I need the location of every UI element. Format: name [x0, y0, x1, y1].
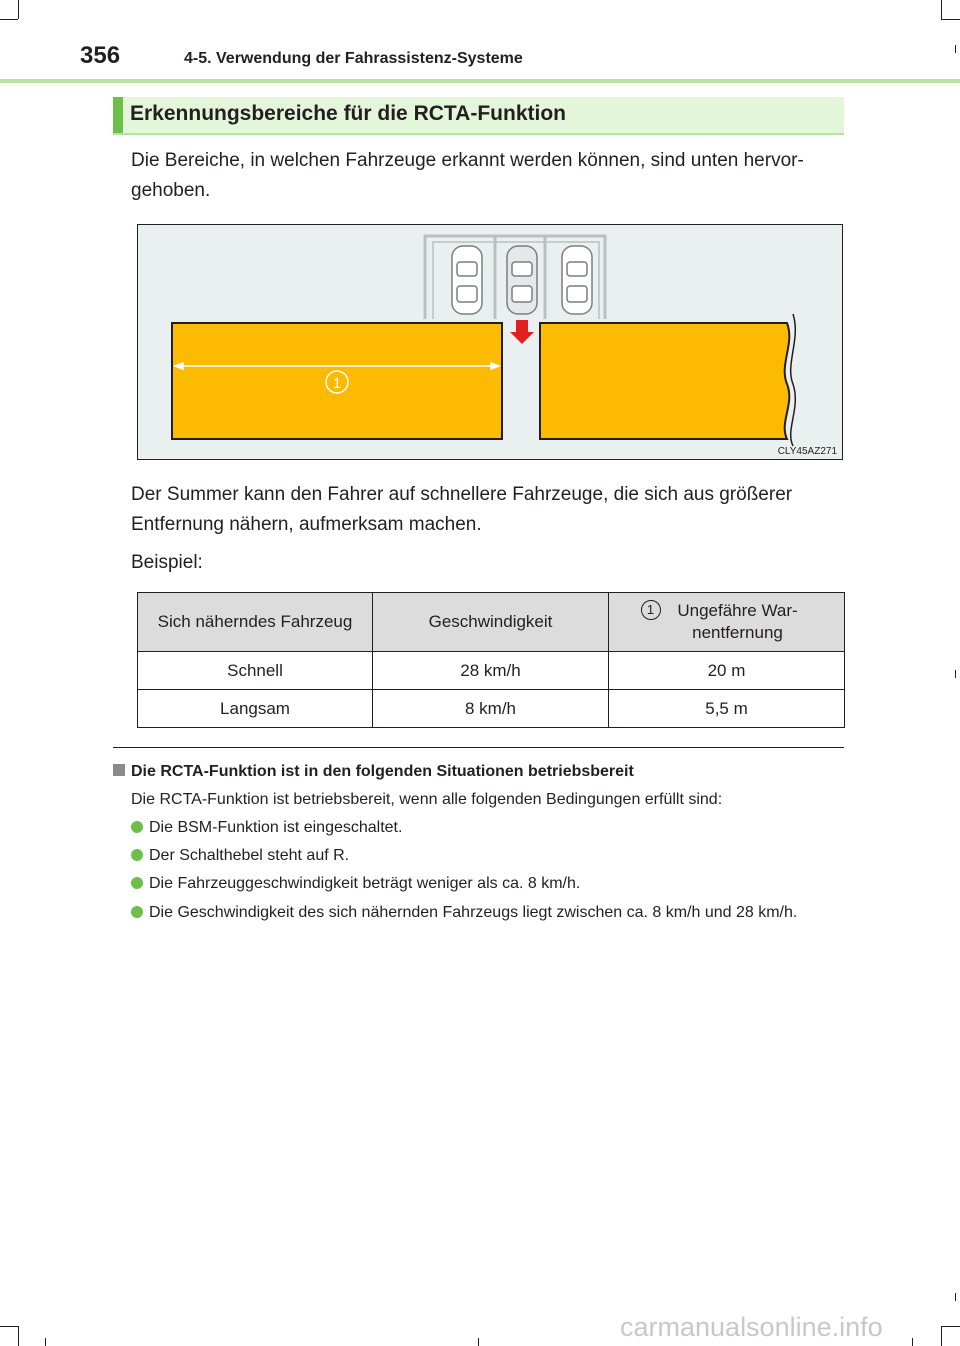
section-title-accent: [113, 97, 123, 133]
cell-distance: 20 m: [609, 652, 845, 690]
crop-mark: [955, 670, 956, 678]
cell-distance: 5,5 m: [609, 690, 845, 728]
list-item: [131, 904, 797, 922]
square-bullet-icon: [113, 764, 125, 776]
crop-mark: [955, 1293, 956, 1301]
crop-mark: [18, 0, 19, 19]
warning-distance-table: [137, 592, 845, 728]
callout-badge: 1: [641, 600, 661, 620]
buzzer-paragraph: Der Summer kann den Fahrer auf schnellere Fahrzeuge, die sich aus größerer Entfernung nähern, aufmerksam machen.: [131, 484, 793, 535]
cell-speed: 8 km/h: [373, 690, 609, 728]
bullet-dot-icon: [131, 877, 143, 889]
crop-mark: [912, 1338, 913, 1346]
table-row: [138, 652, 845, 690]
list-item-text: Die Fahrzeuggeschwindigkeit beträgt weniger als ca. 8 km/h.: [149, 875, 581, 892]
col-header-distance-label: Ungefähre War-nentfernung: [677, 601, 798, 642]
table-row: [138, 690, 845, 728]
parked-car-left: [452, 246, 482, 314]
crop-mark: [941, 1326, 960, 1327]
list-item-text: Der Schalthebel steht auf R.: [149, 847, 350, 864]
section-title-box: [113, 97, 844, 135]
page-number: 356: [80, 42, 121, 69]
list-item-text: Die BSM-Funktion ist eingeschaltet.: [149, 819, 403, 836]
cell-vehicle: Langsam: [138, 690, 373, 728]
crop-mark: [18, 1326, 19, 1346]
bullet-dot-icon: [131, 849, 143, 861]
conditions-heading: [113, 763, 634, 781]
list-item: [131, 847, 349, 865]
example-label: Beispiel:: [131, 552, 203, 573]
detection-area-figure: [137, 224, 843, 460]
col-header-speed: Geschwindigkeit: [373, 593, 609, 652]
crop-mark: [941, 0, 942, 19]
section-divider: [113, 747, 844, 748]
conditions-heading-text: Die RCTA-Funktion ist in den folgenden Situationen betriebsbereit: [131, 763, 634, 780]
figure-code: CLY45AZ271: [777, 446, 837, 457]
running-head: 4-5. Verwendung der Fahrassistenz-Systeme: [184, 50, 523, 67]
section-title: Erkennungsbereiche für die RCTA-Funktion: [130, 102, 566, 125]
list-item: [131, 819, 402, 837]
detection-zone-right: [540, 323, 789, 439]
list-item-text: Die Geschwindigkeit des sich nähernden Fahrzeugs liegt zwischen ca. 8 km/h und 28 km/h.: [149, 904, 798, 921]
watermark: carmanualsonline.info: [620, 1312, 883, 1342]
header-rule: [0, 79, 960, 83]
crop-mark: [941, 1326, 942, 1346]
list-item: [131, 875, 580, 893]
conditions-intro: Die RCTA-Funktion ist betriebsbereit, wenn alle folgenden Bedingungen erfüllt sind:: [131, 791, 723, 808]
bullet-dot-icon: [131, 906, 143, 918]
crop-mark: [0, 1326, 18, 1327]
crop-mark: [45, 1338, 46, 1346]
crop-mark: [478, 1338, 479, 1346]
intro-paragraph: Die Bereiche, in welchen Fahrzeuge erkannt werden können, sind unten hervor-gehoben.: [131, 150, 804, 201]
reversing-car: [507, 246, 537, 314]
parked-car-right: [562, 246, 592, 314]
callout-number: 1: [332, 375, 342, 392]
cell-speed: 28 km/h: [373, 652, 609, 690]
cell-vehicle: Schnell: [138, 652, 373, 690]
col-header-vehicle: Sich näherndes Fahrzeug: [138, 593, 373, 652]
crop-mark: [955, 45, 956, 53]
crop-mark: [941, 19, 960, 20]
col-header-distance: [609, 593, 845, 652]
crop-mark: [0, 19, 18, 20]
bullet-dot-icon: [131, 821, 143, 833]
